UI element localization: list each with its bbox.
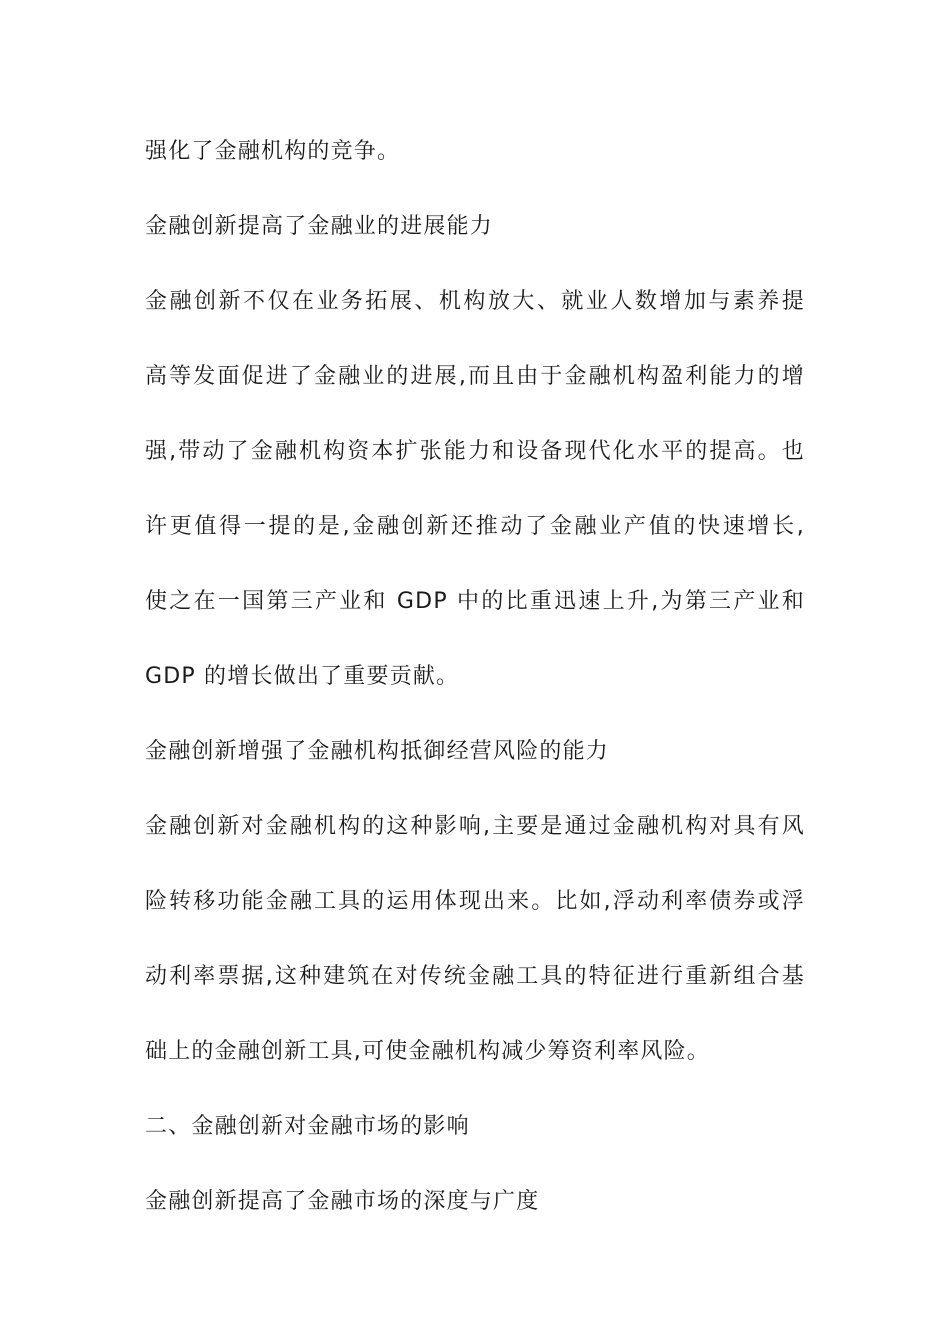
section-heading: 金融创新提高了金融市场的深度与广度 bbox=[145, 1189, 540, 1214]
paragraph-line: 强化了金融机构的竞争。 bbox=[145, 139, 401, 164]
paragraph-line: 使之在一国第三产业和 GDP 中的比重迅速上升,为第三产业和 bbox=[145, 589, 805, 614]
paragraph-line: 金融创新不仅在业务拓展、机构放大、就业人数增加与素养提 bbox=[145, 289, 805, 314]
paragraph-line: 强,带动了金融机构资本扩张能力和设备现代化水平的提高。也 bbox=[145, 439, 805, 464]
section-heading: 金融创新增强了金融机构抵御经营风险的能力 bbox=[145, 739, 610, 764]
paragraph-line: 许更值得一提的是,金融创新还推动了金融业产值的快速增长, bbox=[145, 514, 805, 539]
paragraph-line: 动利率票据,这种建筑在对传统金融工具的特征进行重新组合基 bbox=[145, 964, 805, 989]
paragraph-line: 础上的金融创新工具,可使金融机构减少筹资利率风险。 bbox=[145, 1039, 710, 1064]
section-heading: 金融创新提高了金融业的进展能力 bbox=[145, 214, 494, 239]
section-heading: 二、金融创新对金融市场的影响 bbox=[145, 1114, 470, 1139]
paragraph-line: 高等发面促进了金融业的进展,而且由于金融机构盈利能力的增 bbox=[145, 364, 805, 389]
paragraph-line: 金融创新对金融机构的这种影响,主要是通过金融机构对具有风 bbox=[145, 814, 805, 839]
paragraph-line: 险转移功能金融工具的运用体现出来。比如,浮动利率债券或浮 bbox=[145, 889, 805, 914]
paragraph-line: GDP 的增长做出了重要贡献。 bbox=[145, 664, 460, 689]
